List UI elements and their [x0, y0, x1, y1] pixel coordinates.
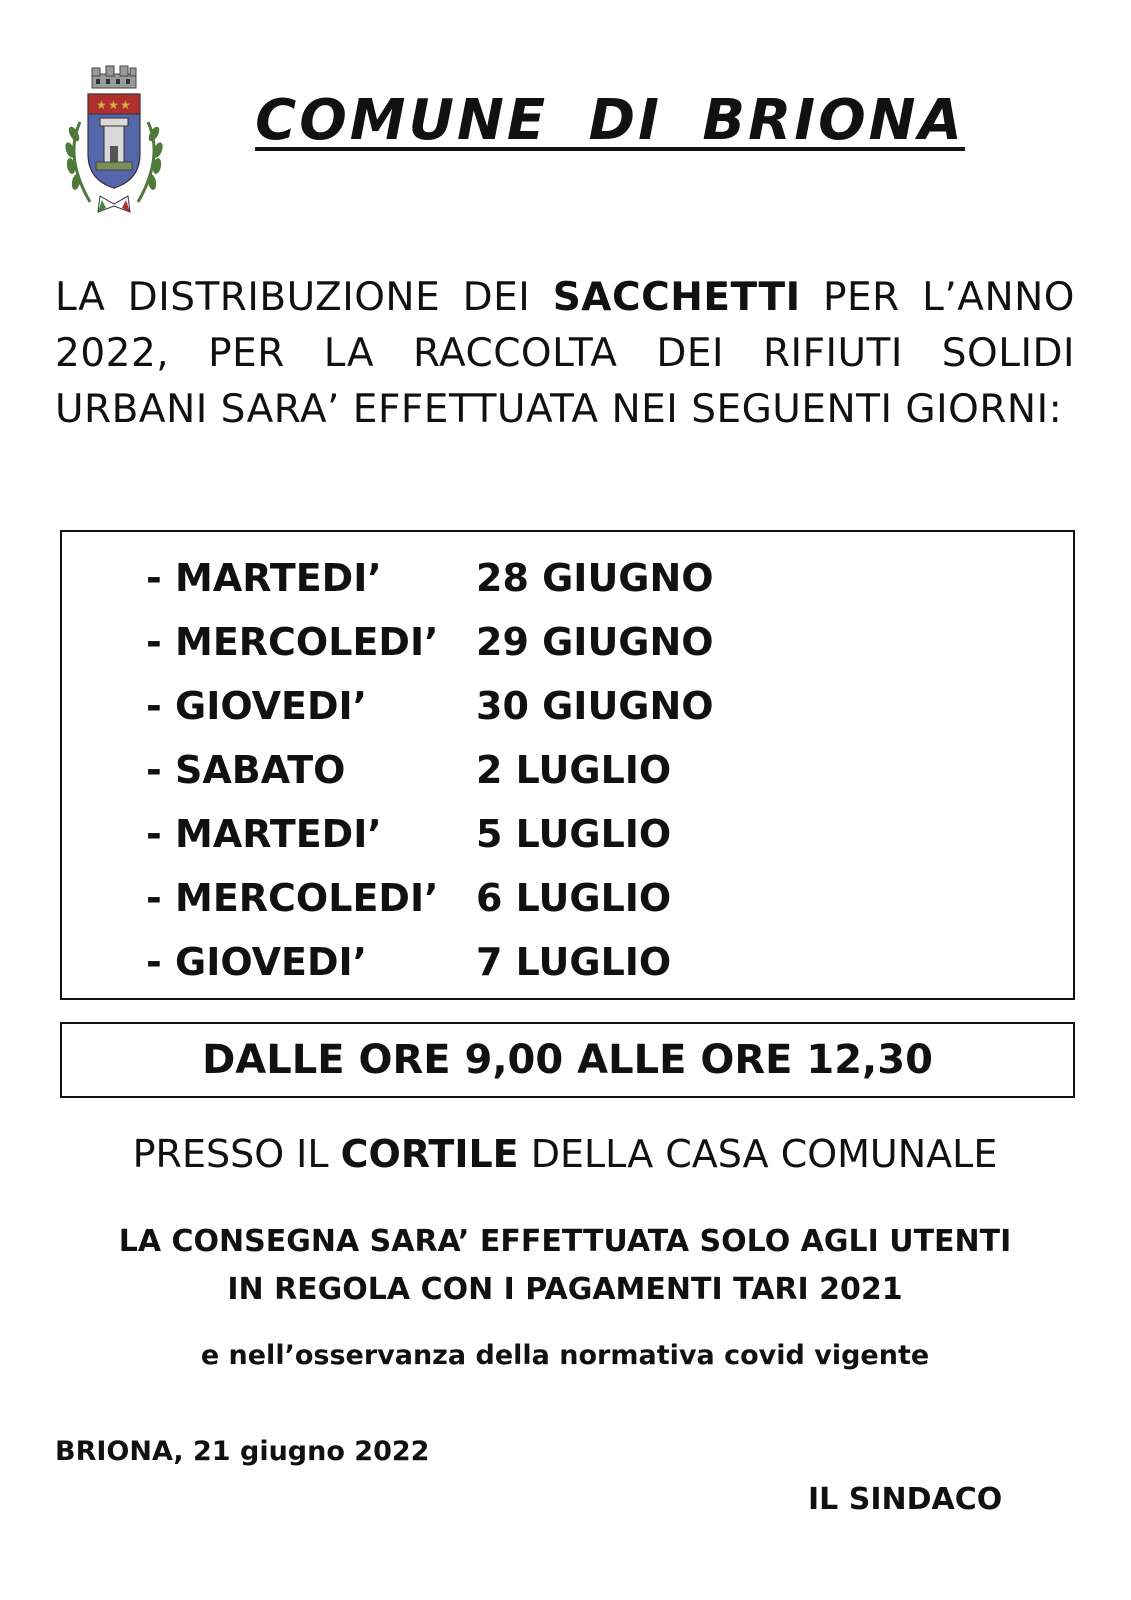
ribbon-icon [98, 196, 130, 212]
schedule-list [146, 546, 714, 994]
schedule-date: 2 LUGLIO [476, 748, 672, 792]
opening-hours-box [60, 1022, 1075, 1098]
intro-paragraph [55, 270, 1075, 438]
schedule-date: 29 GIUGNO [476, 620, 714, 664]
schedule-day: - SABATO [146, 748, 346, 792]
schedule-day: - MARTEDI’ [146, 556, 382, 600]
mayor-signature: IL SINDACO [808, 1482, 1003, 1517]
schedule-row [146, 674, 714, 738]
schedule-row [146, 866, 714, 930]
intro-bold-sacchetti: SACCHETTI [552, 275, 801, 320]
schedule-row [146, 738, 714, 802]
page-title: COMUNE DI BRIONA [255, 88, 965, 153]
intro-text-start: LA DISTRIBUZIONE DEI [55, 275, 553, 320]
opening-hours-text: DALLE ORE 9,00 ALLE ORE 12,30 [202, 1037, 933, 1083]
schedule-date: 28 GIUGNO [476, 556, 714, 600]
shield-icon [88, 94, 140, 188]
municipal-coat-of-arms-icon [50, 62, 178, 222]
schedule-day: - GIOVEDI’ [146, 940, 368, 984]
delivery-notice-line-1: LA CONSEGNA SARA’ EFFETTUATA SOLO AGLI UTENTI [118, 1224, 1012, 1259]
schedule-day: - MERCOLEDI’ [146, 620, 439, 664]
place-and-date: BRIONA, 21 giugno 2022 [55, 1436, 430, 1467]
location-text-end: DELLA CASA COMUNALE [518, 1132, 998, 1176]
schedule-day: - GIOVEDI’ [146, 684, 368, 728]
schedule-date: 5 LUGLIO [476, 812, 672, 856]
location-text-start: PRESSO IL [132, 1132, 341, 1176]
delivery-notice [55, 1218, 1075, 1314]
schedule-row [146, 546, 714, 610]
schedule-row [146, 930, 714, 994]
intro-text-end: PER L’ANNO 2022, PER LA RACCOLTA DEI RIFIUTI SOLIDI URBANI SARA’ EFFETTUATA NEI SEGUENTI GIORNI: [55, 275, 1076, 432]
schedule-day: - MARTEDI’ [146, 812, 382, 856]
schedule-date: 7 LUGLIO [476, 940, 672, 984]
schedule-row [146, 802, 714, 866]
location-bold-cortile: CORTILE [340, 1132, 519, 1176]
covid-note: e nell’osservanza della normativa covid vigente [200, 1340, 930, 1371]
delivery-notice-line-2: IN REGOLA CON I PAGAMENTI TARI 2021 [227, 1272, 903, 1307]
schedule-date: 30 GIUGNO [476, 684, 714, 728]
schedule-date: 6 LUGLIO [476, 876, 672, 920]
svg-text:★: ★ [120, 98, 131, 112]
location-line [55, 1132, 1075, 1176]
svg-text:★: ★ [96, 98, 107, 112]
schedule-day: - MERCOLEDI’ [146, 876, 439, 920]
crown-icon [92, 66, 136, 88]
schedule-box [60, 530, 1075, 1000]
schedule-row [146, 610, 714, 674]
svg-text:★: ★ [108, 98, 119, 112]
